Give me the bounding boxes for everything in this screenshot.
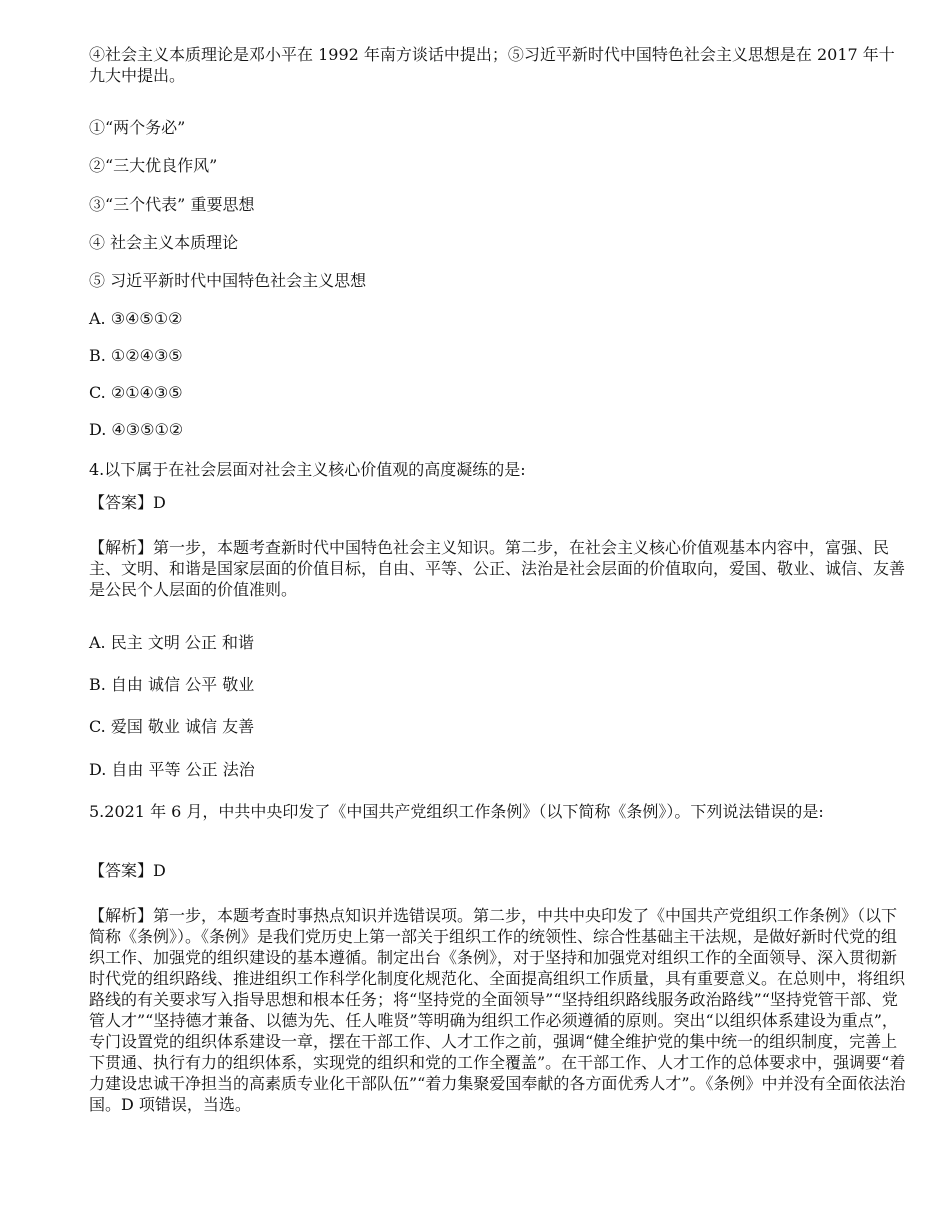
q3-item-4: ④ 社会主义本质理论 xyxy=(89,233,239,252)
q3-item-1: ①“两个务必” xyxy=(89,118,186,137)
q4-option-b: B. 自由 诚信 公平 敬业 xyxy=(89,675,255,694)
q5-question: 5.2021 年 6 月，中共中央印发了《中国共产党组织工作条例》（以下简称《条例》）。下列说法错误的是: xyxy=(89,802,824,821)
q3-explanation-tail: ④社会主义本质理论是邓小平在 1992 年南方谈话中提出；⑤习近平新时代中国特色社会主义思想是在 2017 年十九大中提出。 xyxy=(89,45,895,85)
q3-item-2: ②“三大优良作风” xyxy=(89,156,218,175)
q4-answer: 【答案】D xyxy=(89,493,166,512)
q3-option-d: D. ④③⑤①② xyxy=(89,420,184,439)
q3-item-5: ⑤ 习近平新时代中国特色社会主义思想 xyxy=(89,271,367,290)
q3-option-c: C. ②①④③⑤ xyxy=(89,383,183,402)
q5-explanation: 【解析】第一步，本题考查时事热点知识并选错误项。第二步，中共中央印发了《中国共产党组织工作条例》（以下简称《条例》）。《条例》是我们党历史上第一部关于组织工作的统领性、综合性基础主干法规，是做好新时代党的组织工作、加强党的组织建设的基本遵循。制定出台《条例》，对于坚持和加强党对组织工作的全面领导、深入贯彻新时代党的组织路线、推进组织工作科学化制度化规范化、全面提高组织工作质量，具有重要意义。在总则中，将组织路线的有关要求写入指导思想和根本任务；将“坚持党的全面领导”“坚持组织路线服务政治路线”“坚持党管干部、党管人才”“坚持德才兼备、以德为先、任人唯贤”等明确为组织工作必须遵循的原则。突出“以组织体系建设为重点”，专门设置党的组织体系建设一章，摆在干部工作、人才工作之前，强调“健全维护党的集中统一的组织制度，完善上下贯通、执行有力的组织体系，实现党的组织和党的工作全覆盖”。在干部工作、人才工作的总体要求中，强调要“着力建设忠诚干净担当的高素质专业化干部队伍”“着力集聚爱国奉献的各方面优秀人才”。《条例》中并没有全面依法治国。D 项错误，当选。 xyxy=(89,906,906,1114)
q3-option-b: B. ①②④③⑤ xyxy=(89,346,183,365)
q4-explanation: 【解析】第一步，本题考查新时代中国特色社会主义知识。第二步，在社会主义核心价值观基本内容中，富强、民主、文明、和谐是国家层面的价值目标，自由、平等、公正、法治是社会层面的价值取向，爱国、敬业、诚信、友善是公民个人层面的价值准则。 xyxy=(89,538,906,599)
q3-item-3: ③“三个代表” 重要思想 xyxy=(89,195,255,214)
q3-option-a: A. ③④⑤①② xyxy=(89,309,183,328)
q5-answer: 【答案】D xyxy=(89,861,166,880)
q4-question: 4.以下属于在社会层面对社会主义核心价值观的高度凝练的是: xyxy=(89,460,526,479)
q4-option-d: D. 自由 平等 公正 法治 xyxy=(89,760,255,779)
q4-option-c: C. 爱国 敬业 诚信 友善 xyxy=(89,717,255,736)
q4-option-a: A. 民主 文明 公正 和谐 xyxy=(89,633,254,652)
